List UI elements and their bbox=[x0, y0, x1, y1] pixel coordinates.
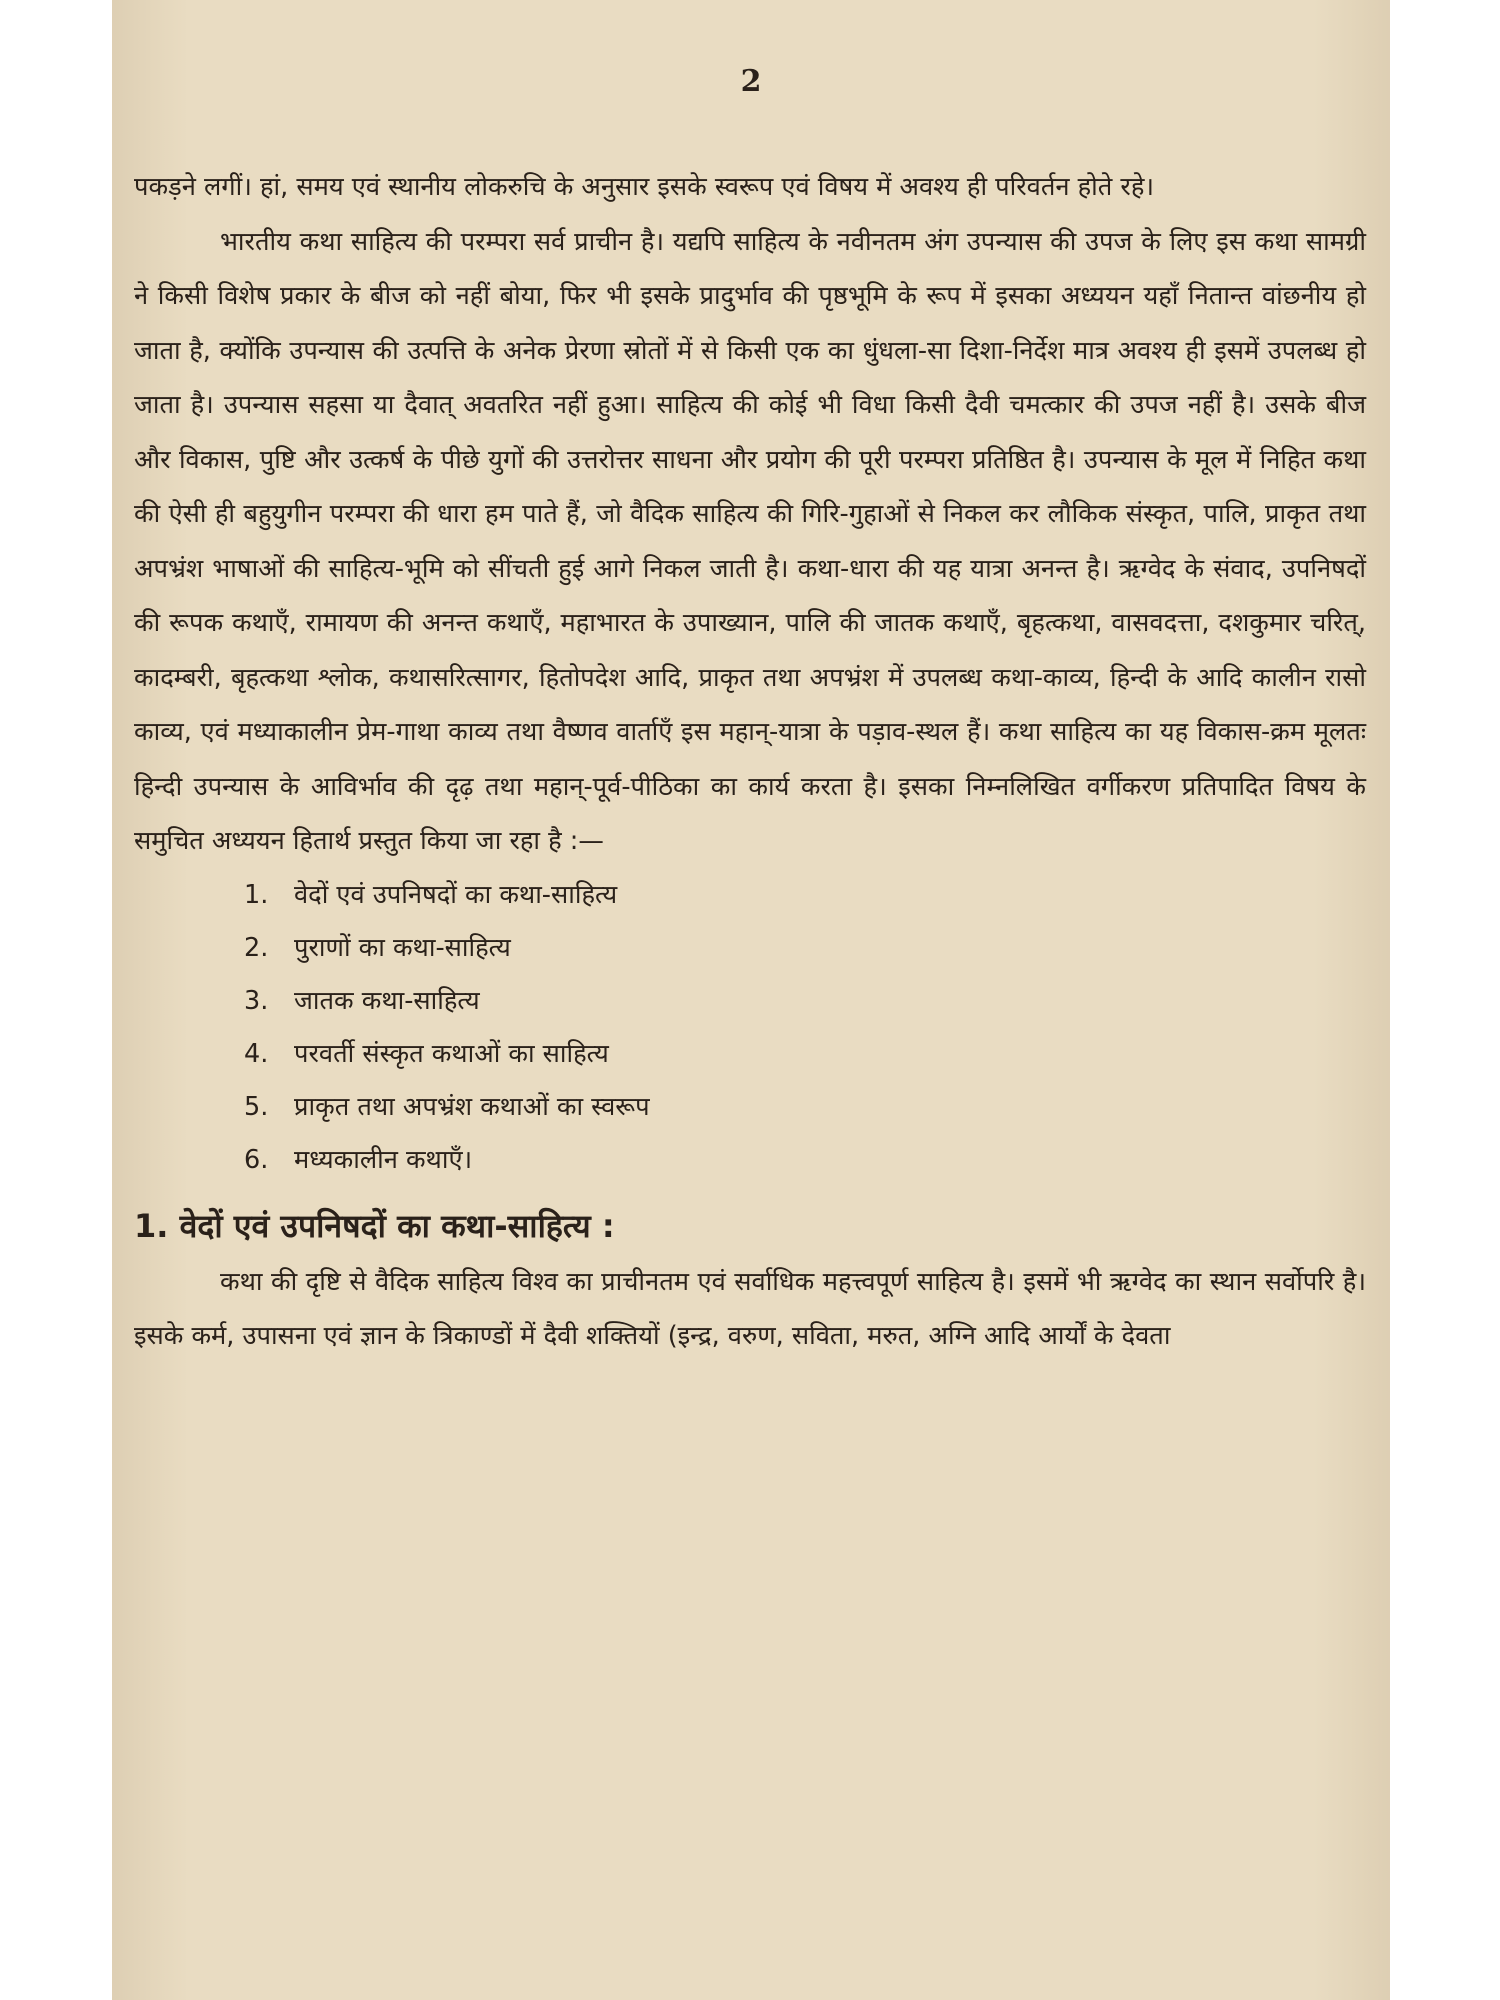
paragraph-continuation: पकड़ने लगीं। हां, समय एवं स्थानीय लोकरुचि के अनुसार इसके स्वरूप एवं विषय में अवश्य ही परिवर्तन होते रहे। bbox=[134, 172, 1155, 202]
list-item bbox=[244, 1081, 1366, 1134]
list-item-text: परवर्ती संस्कृत कथाओं का साहित्य bbox=[294, 1038, 609, 1069]
list-item-number: 4. bbox=[244, 1038, 269, 1069]
paragraph-indian-story-tradition: भारतीय कथा साहित्य की परम्परा सर्व प्राचीन है। यद्यपि साहित्य के नवीनतम अंग उपन्यास की उपज के लिए इस कथा सामग्री ने किसी विशेष प्रकार के बीज को नहीं बोया, फिर भी इसके प्रादुर्भाव की पृष्ठभूमि के रूप में इसका अध्ययन यहाँ नितान्त वांछनीय हो जाता है, क्योंकि उपन्यास की उत्पत्ति के अनेक प्रेरणा स्रोतों में से किसी एक का धुंधला-सा दिशा-निर्देश मात्र अवश्य ही इसमें उपलब्ध हो जाता है। उपन्यास सहसा या दैवात् अवतरित नहीं हुआ। साहित्य की कोई भी विधा किसी दैवी चमत्कार की उपज नहीं है। उसके बीज और विकास, पुष्टि और उत्कर्ष के पीछे युगों की उत्तरोत्तर साधना और प्रयोग की पूरी परम्परा प्रतिष्ठित है। उपन्यास के मूल में निहित कथा की ऐसी ही बहुयुगीन परम्परा की धारा हम पाते हैं, जो वैदिक साहित्य की गिरि-गुहाओं से निकल कर लौकिक संस्कृत, पालि, प्राकृत तथा अपभ्रंश भाषाओं की साहित्य-भूमि को सींचती हुई आगे निकल जाती है। कथा-धारा की यह यात्रा अनन्त है। ऋग्वेद के संवाद, उपनिषदों की रूपक कथाएँ, रामायण की अनन्त कथाएँ, महाभारत के उपाख्यान, पालि की जातक कथाएँ, बृहत्कथा, वासवदत्ता, दशकुमार चरित्, कादम्बरी, बृहत्कथा श्लोक, कथासरित्सागर, हितोपदेश आदि, प्राकृत तथा अपभ्रंश में उपलब्ध कथा-काव्य, हिन्दी के आदि कालीन रासो काव्य, एवं मध्याकालीन प्रेम-गाथा काव्य तथा वैष्णव वार्ताएँ इस महान्-यात्रा के पड़ाव-स्थल हैं। कथा साहित्य का यह विकास-क्रम मूलतः हिन्दी उपन्यास के आविर्भाव की दृढ़ तथा महान्-पूर्व-पीठिका का कार्य करता है। इसका निम्नलिखित वर्गीकरण प्रतिपादित विषय के समुचित अध्ययन हितार्थ प्रस्तुत किया जा रहा है :— bbox=[134, 226, 1366, 856]
list-item-number: 5. bbox=[244, 1091, 269, 1122]
page-number: 2 bbox=[740, 64, 762, 99]
list-item bbox=[244, 869, 1366, 922]
list-item-number: 6. bbox=[244, 1144, 269, 1175]
list-item-text: पुराणों का कथा-साहित्य bbox=[294, 932, 511, 963]
list-item-number: 2. bbox=[244, 932, 269, 963]
list-item-text: वेदों एवं उपनिषदों का कथा-साहित्य bbox=[294, 879, 618, 910]
section-heading: 1. वेदों एवं उपनिषदों का कथा-साहित्य : bbox=[134, 1206, 615, 1245]
book-page bbox=[112, 0, 1390, 2000]
list-item bbox=[244, 1028, 1366, 1081]
list-item bbox=[244, 1134, 1366, 1187]
list-item-number: 3. bbox=[244, 985, 269, 1016]
list-item bbox=[244, 922, 1366, 975]
list-item-number: 1. bbox=[244, 879, 269, 910]
paragraph-vedic-literature: कथा की दृष्टि से वैदिक साहित्य विश्व का प्राचीनतम एवं सर्वाधिक महत्त्वपूर्ण साहित्य है। इसमें भी ऋग्वेद का स्थान सर्वोपरि है। इसके कर्म, उपासना एवं ज्ञान के त्रिकाण्डों में दैवी शक्तियों (इन्द्र, वरुण, सविता, मरुत, अग्नि आदि आर्यों के देवता bbox=[134, 1266, 1366, 1351]
classification-list bbox=[134, 869, 1366, 1187]
list-item-text: मध्यकालीन कथाएँ। bbox=[294, 1144, 473, 1175]
list-item-text: प्राकृत तथा अपभ्रंश कथाओं का स्वरूप bbox=[294, 1091, 650, 1122]
list-item bbox=[244, 975, 1366, 1028]
page-body bbox=[134, 160, 1366, 1364]
list-item-text: जातक कथा-साहित्य bbox=[294, 985, 480, 1016]
